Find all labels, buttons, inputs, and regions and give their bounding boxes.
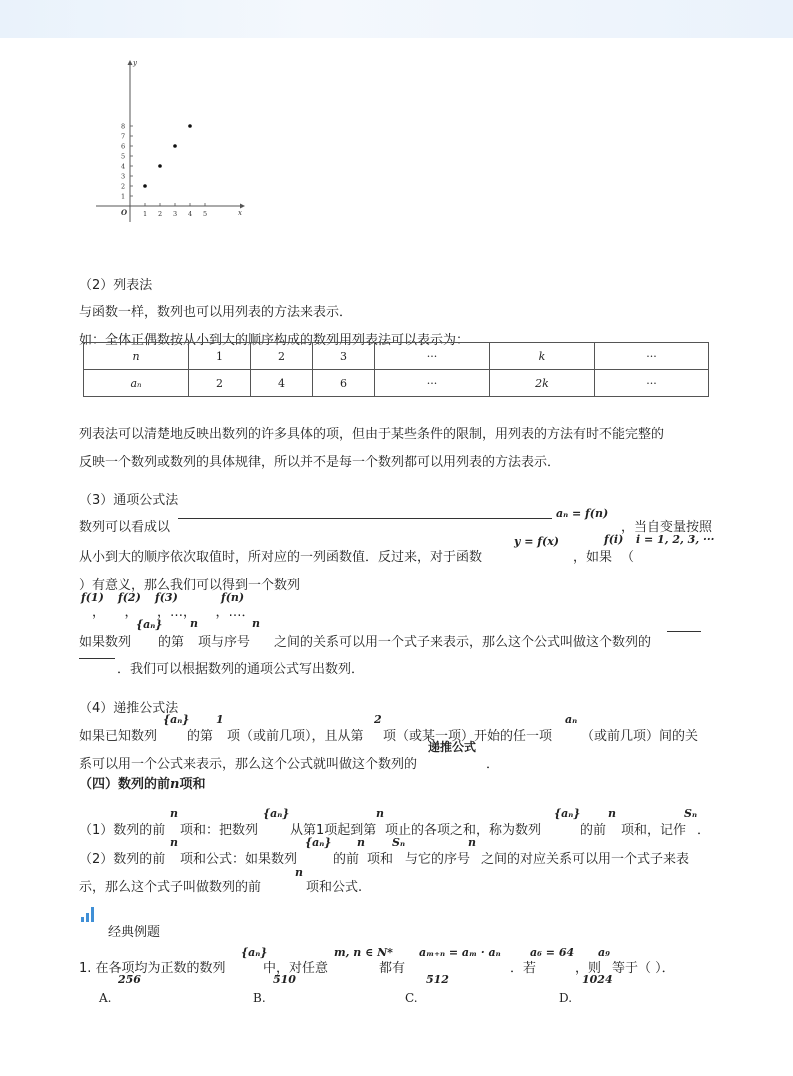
option-d-value: 1024 <box>582 973 613 986</box>
table-cell: ··· <box>375 370 490 397</box>
section-3-line-1-end: ，当自变量按照 <box>621 520 713 535</box>
question-1-f: 等于（ ）． <box>612 961 675 976</box>
math-an-fn: aₙ = f(n) <box>556 507 609 520</box>
x-tick-label: 3 <box>173 210 178 218</box>
question-1-e: ，则 <box>575 961 602 976</box>
math-i-values: i = 1, 2, 3, ··· <box>636 533 715 546</box>
section-2-title: （2）列表法 <box>79 278 153 293</box>
option-a-value: 256 <box>118 973 141 986</box>
option-c-value: 512 <box>426 973 449 986</box>
section-3-sequence-dots: ， ， ，…， ，…． <box>92 605 255 620</box>
math-an: aₙ <box>565 713 578 726</box>
section-3-line-5d: 之间的关系可以用一个式子来表示，那么这个公式叫做这个数列的 <box>274 635 652 650</box>
section-2-intro: 与函数一样，数列也可以用列表的方法来表示． <box>79 305 353 320</box>
table-cell: 2k <box>490 370 595 397</box>
y-tick-label: 5 <box>121 152 126 161</box>
part-4-p2f: 之间的对应关系可以用一个式子来表 <box>481 852 690 867</box>
table-cell: ··· <box>375 343 490 370</box>
table-cell: n <box>84 343 189 370</box>
part-4-heading-text: （四）数列的前 <box>79 777 171 792</box>
math-m-n-in-N: m, n ∈ N* <box>334 946 393 959</box>
table-cell: k <box>490 343 595 370</box>
math-n: n <box>468 836 476 849</box>
fill-blank-line <box>667 631 701 632</box>
math-an-set: {aₙ} <box>263 807 290 820</box>
part-4-p1f: 项和，记作 <box>621 823 687 838</box>
x-axis-label: x <box>238 209 242 217</box>
question-1-a: 1. 在各项均为正数的数列 <box>79 961 226 976</box>
section-3-line-2-mid: ，如果 <box>573 550 613 565</box>
data-point <box>143 184 147 188</box>
table-cell: 1 <box>189 343 251 370</box>
table-cell: ··· <box>595 343 709 370</box>
math-n: n <box>170 807 178 820</box>
table-cell: 4 <box>251 370 313 397</box>
bar-chart-icon <box>81 906 99 922</box>
math-fi: f(i) <box>604 533 624 546</box>
math-sn: Sₙ <box>392 836 405 849</box>
part-4-p2d: 项和 <box>367 852 394 867</box>
section-4-line-1e: （或前几项）间的关 <box>581 729 699 744</box>
math-n: n <box>608 807 616 820</box>
part-4-p1g: ． <box>697 823 711 838</box>
x-axis-arrow <box>240 204 245 209</box>
recursive-formula-answer: 递推公式 <box>428 740 477 754</box>
math-1: 1 <box>216 713 224 726</box>
table-cell: 2 <box>189 370 251 397</box>
math-sn: Sₙ <box>684 807 697 820</box>
math-f1: f(1) <box>81 591 104 604</box>
section-3-line-3: ）有意义，那么我们可以得到一个数列 <box>79 578 301 593</box>
section-3-line-6: ．我们可以根据数列的通项公式写出数列． <box>117 662 365 677</box>
section-4-line-2: 系可以用一个公式来表示，那么这个公式就叫做这个数列的 <box>79 757 418 772</box>
math-an-set: {aₙ} <box>163 713 190 726</box>
math-an-set: {aₙ} <box>554 807 581 820</box>
sequence-table <box>83 342 709 397</box>
section-4-line-2-end: ． <box>486 757 500 772</box>
table-cell: 6 <box>313 370 375 397</box>
part-4-p2a: （2）数列的前 <box>79 852 166 867</box>
section-3-line-2: 从小到大的顺序依次取值时，所对应的一列函数值．反过来，对于函数 <box>79 550 483 565</box>
x-tick-label: 1 <box>143 210 148 218</box>
math-n: n <box>252 617 260 630</box>
table-row <box>84 343 709 370</box>
x-tick-label: 2 <box>158 210 163 218</box>
fill-blank-line <box>178 518 552 519</box>
question-1-c: 都有 <box>379 961 406 976</box>
part-4-p1e: 的前 <box>580 823 607 838</box>
math-n: n <box>376 807 384 820</box>
origin-label: O <box>121 208 128 217</box>
table-cell: aₙ <box>84 370 189 397</box>
y-tick-label: 4 <box>121 162 126 171</box>
x-tick-label: 4 <box>188 210 193 218</box>
section-3-line-5b: 的第 <box>158 635 185 650</box>
y-tick-label: 6 <box>121 142 126 151</box>
section-4-line-1d: 项（或某一项）开始的任一项 <box>383 729 553 744</box>
option-c-label[interactable]: C. <box>405 991 418 1005</box>
math-n: n <box>295 866 303 879</box>
part-4-p3: 示，那么这个式子叫做数列的前 <box>79 880 262 895</box>
header-band <box>0 0 793 38</box>
section-4-title: （4）递推公式法 <box>79 701 179 716</box>
part-4-p2c: 的前 <box>333 852 360 867</box>
option-b-label[interactable]: B. <box>253 991 266 1005</box>
section-2-example: 如：全体正偶数按从小到大的顺序构成的数列用列表法可以表示为： <box>79 333 470 348</box>
x-tick-label: 5 <box>203 210 208 218</box>
math-n: n <box>170 836 178 849</box>
part-4-p1d: 项止的各项之和，称为数列 <box>385 823 542 838</box>
part-4-p2e: 与它的序号 <box>405 852 471 867</box>
data-point <box>173 144 177 148</box>
math-n: n <box>357 836 365 849</box>
data-point <box>188 124 192 128</box>
table-cell: 2 <box>251 343 313 370</box>
math-a6: a₆ = 64 <box>530 946 575 959</box>
section-4-line-1b: 的第 <box>187 729 214 744</box>
math-n: n <box>190 617 198 630</box>
option-a-label[interactable]: A. <box>99 991 112 1005</box>
part-4-heading <box>79 777 205 793</box>
table-explanation-line-2: 反映一个数列或数列的具体规律，所以并不是每一个数列都可以用列表的方法表示． <box>79 455 561 470</box>
math-y-fx: y = f(x) <box>514 535 559 548</box>
table-cell: 3 <box>313 343 375 370</box>
question-1-b: 中，对任意 <box>263 961 329 976</box>
math-a9: a₉ <box>598 946 610 959</box>
part-4-p3b: 项和公式. <box>306 880 363 895</box>
math-f2: f(2) <box>118 591 141 604</box>
y-tick-label: 7 <box>121 132 126 141</box>
option-d-label[interactable]: D. <box>559 991 573 1005</box>
table-explanation-line-1: 列表法可以清楚地反映出数列的许多具体的项，但由于某些条件的限制，用列表的方法有时不能完整的 <box>79 427 665 442</box>
part-4-p2b: 项和公式：如果数列 <box>180 852 298 867</box>
math-an-set: {aₙ} <box>136 618 163 631</box>
part-4-p1a: （1）数列的前 <box>79 823 166 838</box>
y-tick-label: 1 <box>121 192 126 201</box>
part-4-p1c: 从第1项起到第 <box>290 823 377 838</box>
option-b-value: 510 <box>273 973 296 986</box>
question-1-d: ．若 <box>510 961 537 976</box>
y-axis-arrow <box>128 60 133 65</box>
section-3-line-2-end: （ <box>621 550 635 565</box>
scatter-chart <box>88 56 253 231</box>
part-4-p1b: 项和：把数列 <box>180 823 259 838</box>
y-tick-label: 2 <box>121 182 126 191</box>
section-3-line-5c: 项与序号 <box>198 635 251 650</box>
fill-blank-line <box>79 658 115 659</box>
math-an-set: {aₙ} <box>241 946 268 959</box>
part-4-heading-end: 项和 <box>179 777 206 792</box>
section-3-title: （3）通项公式法 <box>79 493 179 508</box>
section-3-line-5a: 如果数列 <box>79 635 132 650</box>
section-4-line-1c: 项（或前几项），且从第 <box>227 729 364 744</box>
y-tick-label: 3 <box>121 172 126 181</box>
math-an-set: {aₙ} <box>305 836 332 849</box>
table-cell: ··· <box>595 370 709 397</box>
section-3-line-1: 数列可以看成以 <box>79 520 171 535</box>
table-row <box>84 370 709 397</box>
part-4-heading-n: n <box>170 777 180 792</box>
math-2: 2 <box>374 713 382 726</box>
data-point <box>158 164 162 168</box>
math-fn: f(n) <box>221 591 245 604</box>
y-tick-label: 8 <box>121 122 126 131</box>
section-4-line-1a: 如果已知数列 <box>79 729 158 744</box>
math-recurrence: aₘ₊ₙ = aₘ · aₙ <box>419 946 501 959</box>
math-f3: f(3) <box>155 591 178 604</box>
examples-heading: 经典例题 <box>108 925 161 940</box>
y-axis-label: y <box>133 59 137 67</box>
